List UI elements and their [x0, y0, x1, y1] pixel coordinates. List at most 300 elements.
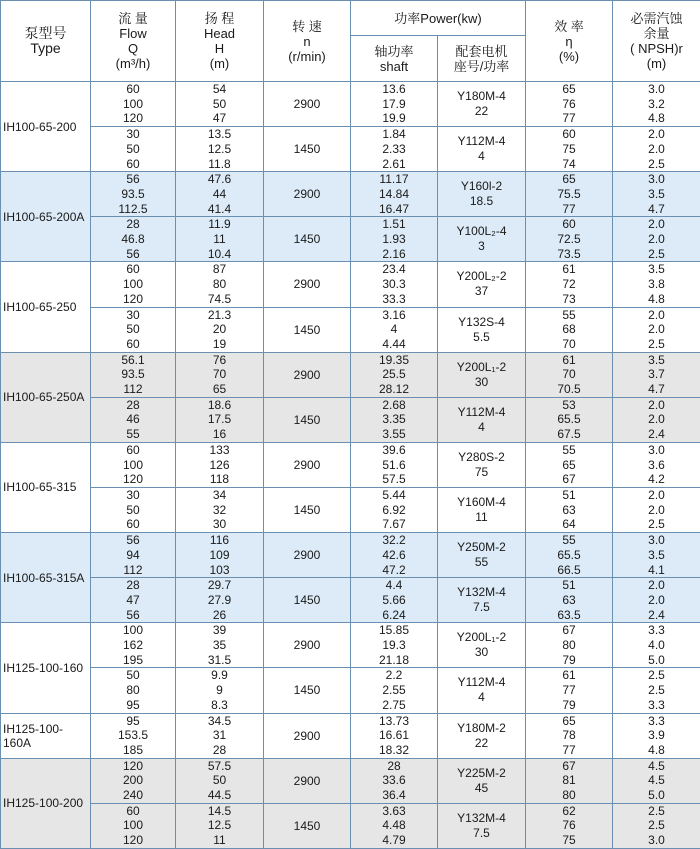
cell-value: 7.67: [382, 517, 406, 532]
cell-value: 62: [562, 803, 576, 818]
cell-value: 112: [123, 562, 143, 577]
cell-value: 70: [212, 367, 227, 382]
flow-cell: [91, 623, 176, 668]
cell-value: 4.7: [648, 201, 665, 216]
cell-value: 3.6: [648, 457, 665, 472]
cell-value: 2.5: [648, 818, 665, 833]
flow-cell: [91, 533, 176, 578]
cell-value: 2.2: [385, 668, 403, 683]
cell-value: 50: [126, 668, 140, 683]
cell-value: 18.32: [378, 742, 410, 757]
cell-value: 73: [562, 291, 576, 306]
cell-value: 4.0: [648, 638, 665, 653]
npsh-cell: [613, 127, 700, 172]
cell-value: 34.5: [207, 713, 232, 728]
cell-value: 70: [562, 336, 576, 351]
npsh-cell: [613, 442, 700, 487]
cell-value: 30: [212, 517, 227, 532]
cell-value: 11.17: [379, 172, 409, 187]
head-cell: [176, 533, 264, 578]
flow-cell: [91, 803, 176, 848]
head-cell: [176, 217, 264, 262]
cell-value: 65: [562, 713, 576, 728]
npsh-cell: [613, 533, 700, 578]
cell-value: 4.4: [385, 578, 403, 593]
cell-value: 57.5: [207, 758, 232, 773]
cell-value: 5.44: [382, 487, 406, 502]
speed-cell: 1450: [264, 487, 351, 532]
motor-cell: Y132M-4 7.5: [438, 578, 526, 623]
cell-value: 63: [562, 502, 576, 517]
cell-value: 4.5: [648, 758, 665, 773]
speed-cell: 2900: [264, 442, 351, 487]
pump-model-cell: IH100-65-200A: [1, 172, 91, 262]
cell-value: 2.5: [648, 683, 665, 698]
cell-value: 16: [212, 427, 227, 442]
cell-value: 35: [212, 638, 227, 653]
shaft-power-cell: [351, 578, 438, 623]
cell-value: 162: [122, 638, 144, 653]
cell-value: 1.93: [382, 232, 406, 247]
cell-value: 120: [122, 472, 144, 487]
cell-value: 103: [209, 562, 230, 577]
cell-value: 2.0: [648, 307, 665, 322]
shaft-power-cell: [351, 352, 438, 397]
motor-cell: Y160M-4 11: [438, 487, 526, 532]
cell-value: 55: [562, 442, 576, 457]
shaft-power-cell: [351, 262, 438, 307]
table-row: [1, 307, 700, 352]
cell-value: 120: [122, 758, 144, 773]
head-cell: [176, 578, 264, 623]
cell-value: 19.3: [382, 638, 406, 653]
cell-value: 120: [122, 291, 144, 306]
shaft-power-cell: [351, 442, 438, 487]
cell-value: 4: [390, 322, 398, 337]
cell-value: 26: [212, 607, 227, 622]
flow-cell: [91, 578, 176, 623]
pump-model-cell: IH100-65-315A: [1, 533, 91, 623]
cell-value: 66.5: [557, 562, 581, 577]
cell-value: 47.6: [207, 172, 232, 187]
cell-value: 73.5: [557, 246, 581, 261]
cell-value: 51.6: [382, 457, 406, 472]
head-cell: [176, 82, 264, 127]
cell-value: 11.9: [208, 217, 231, 232]
cell-value: 8.3: [211, 697, 228, 712]
head-cell: [176, 803, 264, 848]
cell-value: 118: [209, 472, 230, 487]
flow-cell: [91, 307, 176, 352]
cell-value: 126: [209, 457, 230, 472]
npsh-cell: [613, 172, 700, 217]
cell-value: 133: [209, 442, 230, 457]
cell-value: 79: [562, 697, 576, 712]
cell-value: 4.1: [648, 562, 665, 577]
cell-value: 67: [562, 472, 576, 487]
shaft-power-cell: [351, 713, 438, 758]
npsh-cell: [613, 623, 700, 668]
head-cell: [176, 668, 264, 713]
cell-value: 53: [562, 397, 576, 412]
cell-value: 4.2: [648, 472, 665, 487]
cell-value: 120: [122, 111, 144, 126]
speed-cell: 1450: [264, 803, 351, 848]
cell-value: 32: [212, 502, 227, 517]
cell-value: 80: [562, 638, 576, 653]
cell-value: 56: [126, 533, 140, 548]
shaft-power-cell: [351, 82, 438, 127]
cell-value: 39.6: [382, 442, 406, 457]
flow-cell: [91, 82, 176, 127]
header-power: 功率Power(kw): [351, 1, 526, 36]
pump-model-cell: IH100-65-250: [1, 262, 91, 352]
cell-value: 46: [126, 412, 140, 427]
cell-value: 67: [562, 623, 576, 638]
pump-model-cell: IH125-100-200: [1, 758, 91, 848]
table-row: [1, 578, 700, 623]
head-cell: [176, 487, 264, 532]
npsh-cell: [613, 578, 700, 623]
cell-value: 6.92: [382, 502, 406, 517]
cell-value: 39: [212, 623, 227, 638]
cell-value: 3.16: [382, 307, 406, 322]
cell-value: 50: [212, 773, 227, 788]
pump-model-cell: IH125-100-160A: [1, 713, 91, 758]
head-cell: [176, 262, 264, 307]
efficiency-cell: [526, 578, 613, 623]
cell-value: 77: [562, 742, 576, 757]
head-cell: [176, 307, 264, 352]
cell-value: 3.7: [648, 367, 665, 382]
cell-value: 54: [212, 82, 227, 96]
cell-value: 68: [562, 322, 576, 337]
npsh-cell: [613, 352, 700, 397]
speed-cell: 1450: [264, 127, 351, 172]
cell-value: 4.44: [382, 336, 406, 351]
cell-value: 15.85: [378, 623, 410, 638]
flow-cell: [91, 713, 176, 758]
cell-value: 14.84: [378, 186, 410, 201]
cell-value: 65: [562, 82, 576, 96]
header-speed: 转 速 n (r/min): [264, 1, 351, 82]
cell-value: 28: [212, 742, 227, 757]
cell-value: 2.16: [382, 246, 406, 261]
cell-value: 1.84: [382, 127, 406, 142]
cell-value: 3.2: [648, 96, 665, 111]
cell-value: 13.5: [207, 127, 232, 142]
efficiency-cell: [526, 217, 613, 262]
cell-value: 25.5: [382, 367, 406, 382]
cell-value: 2.0: [648, 592, 665, 607]
cell-value: 63: [562, 592, 576, 607]
cell-value: 63.5: [557, 607, 581, 622]
cell-value: 3.0: [648, 172, 665, 187]
efficiency-cell: [526, 442, 613, 487]
table-row: [1, 803, 700, 848]
shaft-power-cell: [351, 487, 438, 532]
speed-cell: 1450: [264, 578, 351, 623]
cell-value: 100: [122, 277, 144, 292]
flow-cell: [91, 127, 176, 172]
cell-value: 78: [562, 728, 576, 743]
speed-cell: 2900: [264, 172, 351, 217]
cell-value: 51: [562, 487, 576, 502]
cell-value: 30: [126, 127, 140, 142]
cell-value: 57.5: [382, 472, 406, 487]
cell-value: 5.0: [648, 652, 665, 667]
cell-value: 2.5: [648, 668, 665, 683]
cell-value: 65.5: [557, 547, 581, 562]
cell-value: 2.0: [648, 397, 665, 412]
cell-value: 94: [126, 547, 140, 562]
cell-value: 5.66: [382, 592, 406, 607]
cell-value: 55: [562, 307, 576, 322]
cell-value: 11: [213, 232, 226, 247]
cell-value: 56.1: [121, 352, 145, 367]
cell-value: 36.4: [382, 788, 406, 803]
cell-value: 44.5: [207, 788, 232, 803]
efficiency-cell: [526, 262, 613, 307]
motor-cell: Y280S-2 75: [438, 442, 526, 487]
table-row: [1, 172, 700, 217]
cell-value: 100: [122, 623, 144, 638]
cell-value: 60: [126, 442, 140, 457]
cell-value: 77: [562, 111, 576, 126]
cell-value: 64: [562, 517, 576, 532]
efficiency-cell: [526, 127, 613, 172]
efficiency-cell: [526, 307, 613, 352]
cell-value: 95: [126, 713, 140, 728]
cell-value: 28.12: [378, 382, 410, 397]
cell-value: 4.8: [648, 742, 665, 757]
npsh-cell: [613, 803, 700, 848]
speed-cell: 1450: [264, 217, 351, 262]
cell-value: 67.5: [557, 427, 581, 442]
cell-value: 65: [562, 457, 576, 472]
cell-value: 60: [126, 82, 140, 96]
head-cell: [176, 172, 264, 217]
head-cell: [176, 352, 264, 397]
table-row: [1, 442, 700, 487]
cell-value: 50: [126, 141, 140, 156]
shaft-power-cell: [351, 623, 438, 668]
motor-cell: Y225M-2 45: [438, 758, 526, 803]
cell-value: 12.5: [207, 818, 232, 833]
motor-cell: Y132M-4 7.5: [438, 803, 526, 848]
cell-value: 81: [562, 773, 576, 788]
cell-value: 27.9: [207, 592, 232, 607]
cell-value: 74.5: [207, 291, 232, 306]
cell-value: 2.0: [648, 502, 665, 517]
cell-value: 3.0: [648, 82, 665, 96]
shaft-power-cell: [351, 172, 438, 217]
flow-cell: [91, 397, 176, 442]
npsh-cell: [613, 217, 700, 262]
efficiency-cell: [526, 397, 613, 442]
cell-value: 109: [209, 547, 230, 562]
cell-value: 3.0: [648, 833, 665, 848]
cell-value: 6.24: [382, 607, 406, 622]
cell-value: 240: [122, 788, 144, 803]
cell-value: 21.18: [378, 652, 410, 667]
npsh-cell: [613, 758, 700, 803]
cell-value: 9: [216, 683, 223, 698]
cell-value: 32.2: [382, 533, 406, 548]
header-pump-type: 泵型号 Type: [1, 1, 91, 82]
cell-value: 46.8: [121, 232, 145, 247]
cell-value: 2.0: [648, 578, 665, 593]
cell-value: 75: [562, 141, 576, 156]
cell-value: 30.3: [382, 277, 406, 292]
speed-cell: 2900: [264, 352, 351, 397]
motor-cell: Y112M-4 4: [438, 668, 526, 713]
cell-value: 100: [122, 457, 144, 472]
efficiency-cell: [526, 668, 613, 713]
efficiency-cell: [526, 623, 613, 668]
cell-value: 2.0: [648, 141, 665, 156]
speed-cell: 2900: [264, 262, 351, 307]
cell-value: 16.47: [378, 201, 410, 216]
cell-value: 31: [212, 728, 227, 743]
cell-value: 60: [126, 336, 140, 351]
cell-value: 60: [126, 803, 140, 818]
table-row: [1, 758, 700, 803]
motor-cell: Y160l-2 18.5: [438, 172, 526, 217]
cell-value: 28: [126, 217, 140, 232]
npsh-cell: [613, 307, 700, 352]
cell-value: 42.6: [382, 547, 406, 562]
cell-value: 3.3: [648, 623, 665, 638]
cell-value: 47: [126, 592, 140, 607]
cell-value: 12.5: [207, 141, 232, 156]
cell-value: 74: [562, 156, 576, 171]
cell-value: 70: [562, 367, 576, 382]
cell-value: 2.0: [648, 232, 665, 247]
cell-value: 72.5: [557, 232, 581, 247]
cell-value: 3.0: [648, 442, 665, 457]
cell-value: 75: [562, 833, 576, 848]
cell-value: 65: [212, 382, 227, 397]
header-npsh: 必需汽蚀 余量 ( NPSH)r (m): [613, 1, 700, 82]
cell-value: 50: [126, 502, 140, 517]
cell-value: 17.5: [207, 412, 232, 427]
cell-value: 4.5: [648, 773, 665, 788]
motor-cell: Y200L₁-2 30: [438, 352, 526, 397]
cell-value: 30: [126, 487, 140, 502]
cell-value: 2.4: [648, 427, 665, 442]
cell-value: 33.3: [382, 291, 406, 306]
cell-value: 195: [122, 652, 144, 667]
cell-value: 10.4: [207, 246, 232, 261]
cell-value: 60: [126, 517, 140, 532]
table-row: [1, 668, 700, 713]
cell-value: 16.61: [378, 728, 410, 743]
cell-value: 3.9: [648, 728, 665, 743]
cell-value: 2.0: [648, 412, 665, 427]
cell-value: 93.5: [121, 186, 145, 201]
cell-value: 18.6: [207, 397, 232, 412]
shaft-power-cell: [351, 668, 438, 713]
motor-cell: Y132S-4 5.5: [438, 307, 526, 352]
cell-value: 93.5: [121, 367, 145, 382]
shaft-power-cell: [351, 217, 438, 262]
speed-cell: 1450: [264, 397, 351, 442]
cell-value: 28: [387, 758, 401, 773]
cell-value: 3.5: [648, 186, 665, 201]
shaft-power-cell: [351, 307, 438, 352]
cell-value: 28: [126, 578, 140, 593]
cell-value: 120: [122, 833, 144, 848]
header-flow: 流 量 Flow Q (m³/h): [91, 1, 176, 82]
pump-model-cell: IH100-65-200: [1, 82, 91, 172]
cell-value: 76: [562, 96, 576, 111]
cell-value: 20: [212, 322, 227, 337]
cell-value: 77: [562, 201, 576, 216]
npsh-cell: [613, 82, 700, 127]
cell-value: 14.5: [207, 803, 232, 818]
cell-value: 56: [126, 172, 140, 187]
cell-value: 75.5: [557, 186, 581, 201]
header-efficiency: 效 率 η (%): [526, 1, 613, 82]
cell-value: 2.0: [648, 322, 665, 337]
head-cell: [176, 127, 264, 172]
cell-value: 56: [126, 607, 140, 622]
cell-value: 50: [212, 96, 227, 111]
cell-value: 47: [212, 111, 227, 126]
cell-value: 30: [126, 307, 140, 322]
cell-value: 47.2: [382, 562, 406, 577]
motor-cell: Y112M-4 4: [438, 127, 526, 172]
cell-value: 11.8: [208, 156, 231, 171]
cell-value: 100: [122, 96, 144, 111]
header-shaft-power: 轴功率 shaft: [351, 36, 438, 82]
cell-value: 5.0: [648, 788, 665, 803]
table-row: [1, 533, 700, 578]
table-row: [1, 713, 700, 758]
cell-value: 2.5: [648, 336, 665, 351]
cell-value: 13.73: [378, 713, 410, 728]
speed-cell: 2900: [264, 713, 351, 758]
cell-value: 3.3: [648, 697, 665, 712]
cell-value: 3.55: [382, 427, 406, 442]
cell-value: 41.4: [207, 201, 232, 216]
cell-value: 2.33: [382, 141, 406, 156]
cell-value: 2.75: [382, 697, 406, 712]
cell-value: 80: [212, 277, 227, 292]
shaft-power-cell: [351, 127, 438, 172]
cell-value: 61: [562, 352, 576, 367]
cell-value: 112.5: [118, 201, 148, 216]
flow-cell: [91, 487, 176, 532]
cell-value: 51: [562, 578, 576, 593]
table-row: [1, 127, 700, 172]
cell-value: 19.9: [382, 111, 406, 126]
header-head: 扬 程 Head H (m): [176, 1, 264, 82]
cell-value: 95: [126, 697, 140, 712]
head-cell: [176, 713, 264, 758]
cell-value: 4.8: [648, 291, 665, 306]
motor-cell: Y200L₁-2 30: [438, 623, 526, 668]
cell-value: 2.68: [382, 397, 406, 412]
flow-cell: [91, 217, 176, 262]
table-row: [1, 487, 700, 532]
cell-value: 61: [562, 262, 576, 277]
cell-value: 153.5: [117, 728, 149, 743]
table-row: [1, 262, 700, 307]
shaft-power-cell: [351, 533, 438, 578]
cell-value: 4.7: [648, 382, 665, 397]
